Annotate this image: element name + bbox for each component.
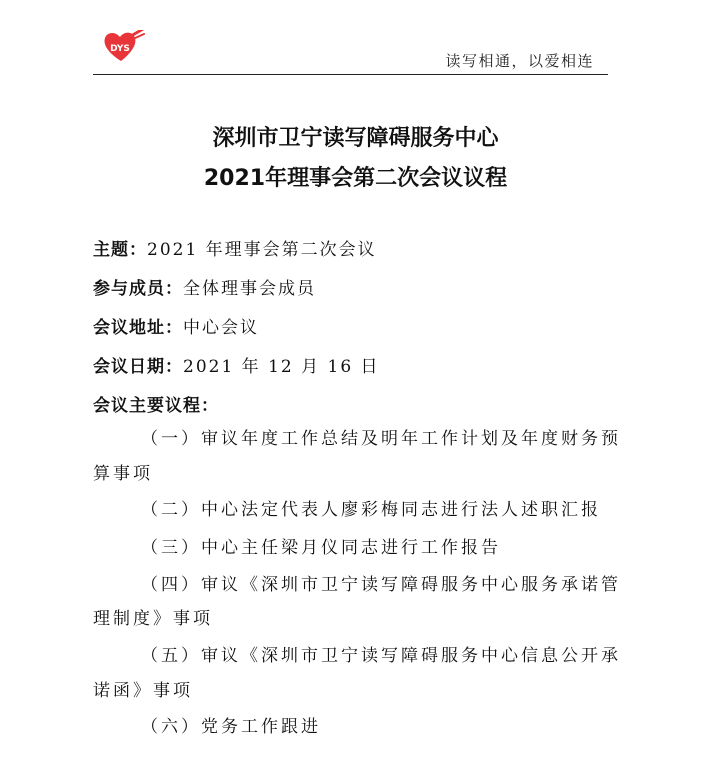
agenda-item-4-line2: 理制度》事项 (93, 609, 213, 629)
agenda-item-2: （二）中心法定代表人廖彩梅同志进行法人述职汇报 (141, 500, 601, 520)
heart-logo-icon (101, 30, 145, 64)
date-label: 会议日期： (93, 357, 183, 377)
agenda-label: 会议主要议程： (93, 396, 219, 416)
address-row (93, 316, 259, 340)
agenda-item-3: （三）中心主任梁月仪同志进行工作报告 (141, 538, 501, 558)
topic-label: 主题： (93, 240, 147, 260)
agenda-item-1-line1: （一）审议年度工作总结及明年工作计划及年度财务预 (141, 429, 621, 449)
document-title-line1: 深圳市卫宁读写障碍服务中心 (212, 126, 499, 151)
agenda-item-1-line2: 算事项 (93, 464, 153, 484)
topic-row (93, 238, 377, 262)
document-title-line2: 2021年理事会第二次会议议程 (203, 166, 508, 191)
agenda-item-5-line2: 诺函》事项 (93, 681, 193, 701)
date-value: 2021 年 12 月 16 日 (183, 357, 380, 377)
members-row (93, 277, 316, 301)
topic-value: 2021 年理事会第二次会议 (147, 240, 377, 260)
members-value: 全体理事会成员 (183, 279, 316, 299)
members-label: 参与成员： (93, 279, 183, 299)
date-row (93, 355, 380, 379)
address-value: 中心会议 (183, 318, 259, 338)
address-label: 会议地址： (93, 318, 183, 338)
agenda-heading-row (93, 394, 219, 418)
agenda-item-6: （六）党务工作跟进 (141, 717, 321, 737)
agenda-item-4-line1: （四）审议《深圳市卫宁读写障碍服务中心服务承诺管 (141, 575, 621, 595)
agenda-item-5-line1: （五）审议《深圳市卫宁读写障碍服务中心信息公开承 (141, 646, 621, 666)
page-header (93, 30, 608, 75)
header-slogan: 读写相通，以爱相连 (445, 52, 594, 70)
logo-text: DYS (110, 44, 130, 54)
